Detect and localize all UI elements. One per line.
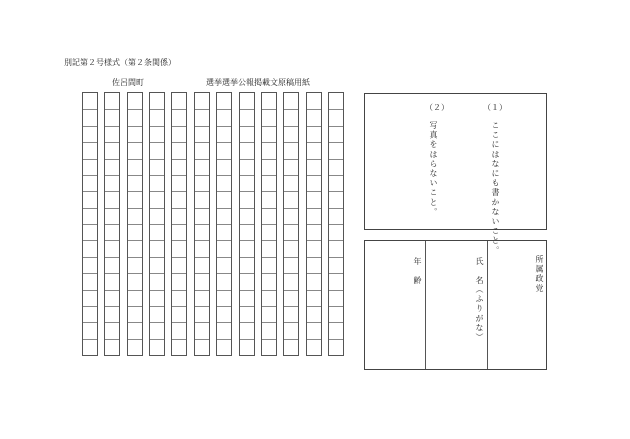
grid-column (194, 92, 210, 356)
grid-row-line (195, 109, 209, 110)
grid-row-line (240, 142, 254, 143)
grid-row-line (262, 175, 276, 176)
grid-row-line (240, 224, 254, 225)
grid-row-line (172, 306, 186, 307)
grid-row-line (284, 159, 298, 160)
grid-row-line (262, 306, 276, 307)
grid-row-line (83, 322, 97, 323)
grid-row-line (195, 208, 209, 209)
grid-row-line (284, 306, 298, 307)
town-name: 佐呂間町 (112, 78, 144, 87)
grid-column (171, 92, 187, 356)
grid-row-line (284, 175, 298, 176)
grid-row-line (284, 322, 298, 323)
grid-row-line (105, 322, 119, 323)
grid-row-line (262, 191, 276, 192)
grid-row-line (128, 339, 142, 340)
grid-row-line (329, 191, 343, 192)
grid-row-line (307, 142, 321, 143)
grid-row-line (217, 240, 231, 241)
info-divider-right (487, 241, 488, 369)
grid-row-line (307, 109, 321, 110)
grid-row-line (105, 257, 119, 258)
grid-row-line (105, 109, 119, 110)
grid-row-line (217, 109, 231, 110)
sheet-title: 選挙選挙公報掲載文原稿用紙 (206, 78, 310, 87)
form-label: 別記第２号様式（第２条関係） (64, 58, 176, 67)
grid-row-line (240, 208, 254, 209)
grid-row-line (150, 322, 164, 323)
name-reading-label: （ふりがな） (475, 285, 484, 343)
grid-row-line (105, 159, 119, 160)
grid-row-line (329, 339, 343, 340)
grid-row-line (83, 290, 97, 291)
grid-row-line (262, 240, 276, 241)
grid-row-line (172, 322, 186, 323)
grid-row-line (83, 175, 97, 176)
grid-column (127, 92, 143, 356)
grid-row-line (150, 142, 164, 143)
grid-row-line (217, 208, 231, 209)
grid-row-line (262, 159, 276, 160)
grid-column (216, 92, 232, 356)
grid-row-line (128, 224, 142, 225)
note-item-2-number: （２） (425, 103, 449, 112)
manuscript-grid (82, 92, 344, 356)
age-label: 年 齢 (413, 257, 422, 286)
grid-row-line (128, 126, 142, 127)
grid-row-line (284, 240, 298, 241)
grid-row-line (329, 224, 343, 225)
grid-row-line (128, 191, 142, 192)
grid-column (306, 92, 322, 356)
grid-row-line (172, 126, 186, 127)
grid-row-line (284, 257, 298, 258)
grid-row-line (217, 322, 231, 323)
grid-row-line (105, 224, 119, 225)
grid-row-line (105, 290, 119, 291)
grid-row-line (217, 159, 231, 160)
grid-column (239, 92, 255, 356)
grid-row-line (240, 257, 254, 258)
grid-row-line (172, 175, 186, 176)
grid-row-line (284, 224, 298, 225)
grid-row-line (262, 142, 276, 143)
grid-row-line (307, 208, 321, 209)
name-label: 氏 名 (475, 257, 484, 286)
grid-row-line (240, 126, 254, 127)
grid-row-line (307, 240, 321, 241)
grid-row-line (240, 322, 254, 323)
grid-row-line (83, 208, 97, 209)
party-label: 所属政党 (535, 255, 544, 294)
grid-row-line (240, 290, 254, 291)
grid-row-line (83, 142, 97, 143)
grid-row-line (284, 290, 298, 291)
grid-row-line (150, 126, 164, 127)
grid-column (104, 92, 120, 356)
grid-row-line (83, 240, 97, 241)
grid-row-line (329, 322, 343, 323)
grid-row-line (262, 208, 276, 209)
grid-row-line (240, 109, 254, 110)
grid-row-line (240, 175, 254, 176)
grid-row-line (195, 339, 209, 340)
grid-row-line (307, 273, 321, 274)
grid-row-line (195, 126, 209, 127)
grid-row-line (195, 142, 209, 143)
grid-row-line (307, 191, 321, 192)
grid-row-line (217, 290, 231, 291)
grid-row-line (217, 273, 231, 274)
grid-row-line (307, 339, 321, 340)
grid-row-line (329, 126, 343, 127)
grid-row-line (83, 306, 97, 307)
grid-row-line (262, 290, 276, 291)
candidate-info-box (364, 240, 547, 370)
grid-row-line (307, 224, 321, 225)
grid-row-line (195, 175, 209, 176)
grid-row-line (172, 257, 186, 258)
grid-row-line (195, 159, 209, 160)
grid-row-line (105, 339, 119, 340)
grid-row-line (262, 339, 276, 340)
grid-row-line (262, 126, 276, 127)
grid-row-line (172, 240, 186, 241)
grid-column (261, 92, 277, 356)
grid-row-line (172, 339, 186, 340)
grid-row-line (195, 191, 209, 192)
grid-row-line (329, 290, 343, 291)
grid-row-line (150, 339, 164, 340)
grid-row-line (329, 142, 343, 143)
grid-row-line (195, 257, 209, 258)
grid-row-line (329, 109, 343, 110)
grid-row-line (307, 126, 321, 127)
grid-row-line (128, 208, 142, 209)
grid-row-line (217, 191, 231, 192)
grid-row-line (217, 175, 231, 176)
grid-row-line (262, 224, 276, 225)
grid-row-line (105, 240, 119, 241)
grid-row-line (105, 142, 119, 143)
grid-row-line (150, 208, 164, 209)
grid-row-line (150, 175, 164, 176)
grid-row-line (217, 224, 231, 225)
grid-row-line (195, 224, 209, 225)
grid-row-line (307, 306, 321, 307)
grid-row-line (150, 290, 164, 291)
grid-row-line (105, 208, 119, 209)
grid-row-line (105, 126, 119, 127)
grid-row-line (240, 240, 254, 241)
grid-column (283, 92, 299, 356)
grid-row-line (217, 257, 231, 258)
grid-row-line (307, 159, 321, 160)
grid-row-line (172, 224, 186, 225)
grid-row-line (262, 322, 276, 323)
grid-row-line (262, 273, 276, 274)
grid-row-line (128, 109, 142, 110)
grid-row-line (172, 191, 186, 192)
grid-row-line (83, 191, 97, 192)
grid-row-line (195, 322, 209, 323)
grid-row-line (172, 142, 186, 143)
grid-row-line (284, 191, 298, 192)
note-item-1-number: （１） (483, 103, 507, 112)
grid-row-line (195, 306, 209, 307)
grid-row-line (307, 175, 321, 176)
grid-row-line (329, 208, 343, 209)
grid-row-line (83, 224, 97, 225)
grid-row-line (150, 191, 164, 192)
note-item-2-text: 写真をはらないこと。 (429, 121, 438, 217)
grid-row-line (83, 159, 97, 160)
grid-row-line (150, 224, 164, 225)
grid-row-line (150, 306, 164, 307)
grid-row-line (83, 126, 97, 127)
grid-row-line (329, 273, 343, 274)
grid-row-line (128, 322, 142, 323)
grid-row-line (172, 159, 186, 160)
grid-row-line (83, 257, 97, 258)
grid-row-line (195, 240, 209, 241)
grid-column (149, 92, 165, 356)
note-item-1-text: ここにはなにも書かないこと。 (491, 121, 500, 256)
grid-row-line (284, 142, 298, 143)
grid-row-line (105, 191, 119, 192)
grid-row-line (150, 273, 164, 274)
grid-row-line (83, 109, 97, 110)
grid-row-line (307, 322, 321, 323)
grid-row-line (240, 339, 254, 340)
grid-row-line (217, 339, 231, 340)
grid-row-line (217, 306, 231, 307)
grid-row-line (128, 240, 142, 241)
grid-row-line (105, 306, 119, 307)
grid-row-line (262, 257, 276, 258)
grid-column (328, 92, 344, 356)
grid-row-line (262, 109, 276, 110)
grid-row-line (217, 126, 231, 127)
grid-row-line (329, 240, 343, 241)
note-box (364, 93, 547, 256)
grid-row-line (284, 208, 298, 209)
grid-row-line (307, 290, 321, 291)
grid-row-line (128, 175, 142, 176)
grid-row-line (240, 191, 254, 192)
grid-row-line (284, 109, 298, 110)
grid-row-line (240, 273, 254, 274)
grid-row-line (105, 273, 119, 274)
grid-row-line (240, 306, 254, 307)
grid-row-line (172, 109, 186, 110)
grid-row-line (329, 257, 343, 258)
grid-row-line (217, 142, 231, 143)
grid-row-line (83, 339, 97, 340)
grid-row-line (105, 175, 119, 176)
grid-column (82, 92, 98, 356)
grid-row-line (128, 290, 142, 291)
grid-row-line (150, 240, 164, 241)
grid-row-line (128, 159, 142, 160)
grid-row-line (128, 142, 142, 143)
info-divider-left (425, 241, 426, 369)
grid-row-line (284, 339, 298, 340)
grid-row-line (284, 273, 298, 274)
grid-row-line (83, 273, 97, 274)
grid-row-line (195, 290, 209, 291)
grid-row-line (307, 257, 321, 258)
grid-row-line (150, 159, 164, 160)
grid-row-line (150, 257, 164, 258)
grid-row-line (195, 273, 209, 274)
grid-row-line (172, 290, 186, 291)
grid-row-line (128, 306, 142, 307)
grid-row-line (150, 109, 164, 110)
grid-row-line (172, 273, 186, 274)
grid-row-line (329, 175, 343, 176)
grid-row-line (172, 208, 186, 209)
grid-row-line (128, 257, 142, 258)
grid-row-line (329, 306, 343, 307)
grid-row-line (329, 159, 343, 160)
grid-row-line (284, 126, 298, 127)
grid-row-line (128, 273, 142, 274)
grid-row-line (240, 159, 254, 160)
